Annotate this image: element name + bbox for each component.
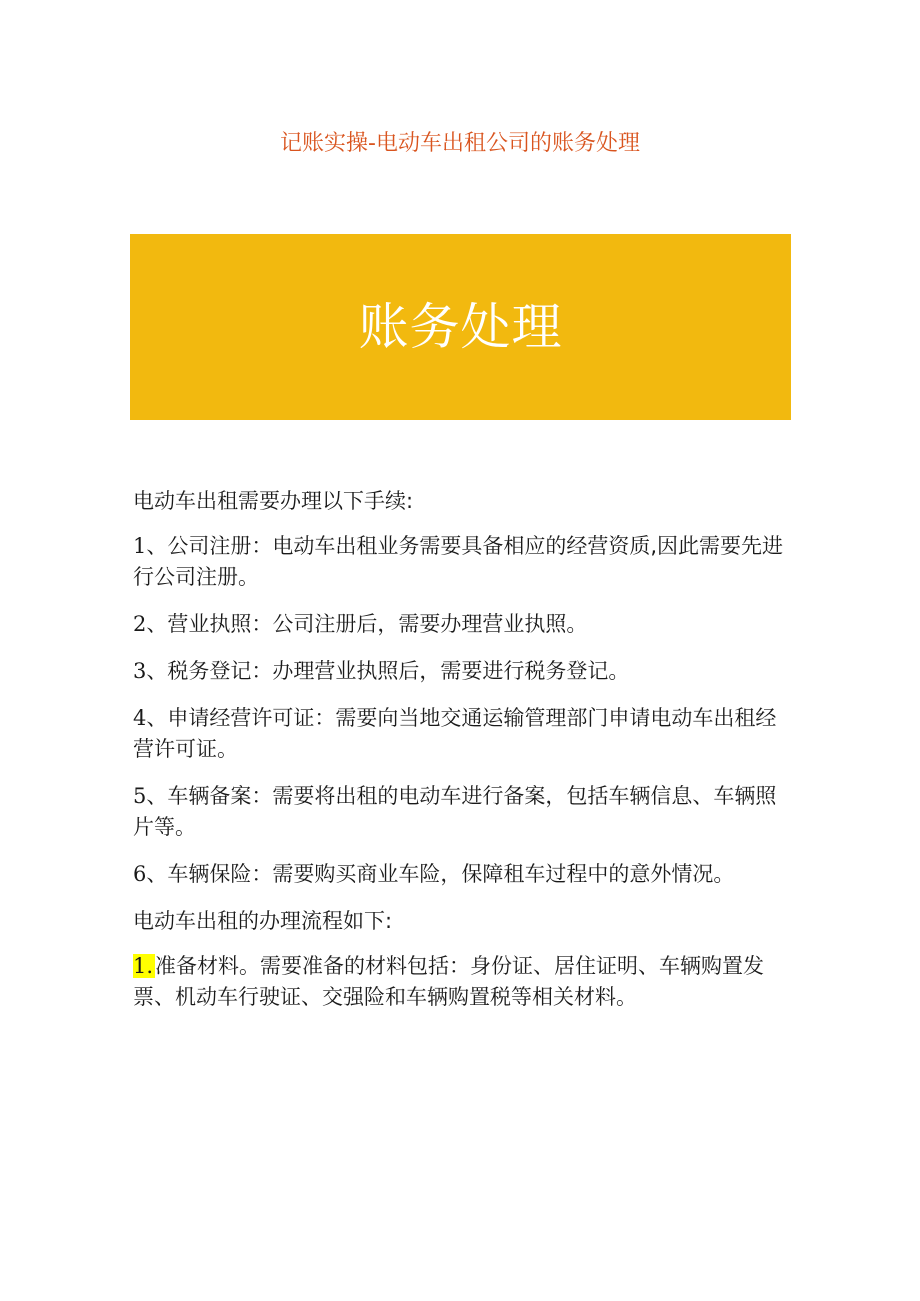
procedure-separator: 、 [146,706,168,730]
procedure-text: 公司注册：电动车出租业务需要具备相应的经营资质,因此需要先进行公司注册。 [133,534,784,589]
procedure-item-4 [133,703,793,765]
procedure-item-3 [133,656,793,687]
procedure-number: 3 [133,659,147,683]
procedure-item-2 [133,609,793,640]
procedure-number: 4 [133,706,147,730]
procedure-number: 6 [133,862,147,886]
procedure-separator: 、 [146,784,168,808]
procedure-separator: 、 [146,862,168,886]
procedure-text: 营业执照：公司注册后，需要办理营业执照。 [167,612,588,636]
flow-step-1 [133,951,793,1013]
flow-step-text: 准备材料。需要准备的材料包括：身份证、居住证明、车辆购置发票、机动车行驶证、交强险和车辆购置税等相关材料。 [133,954,765,1009]
document-body [133,486,793,1029]
procedure-item-5 [133,781,793,843]
procedure-text: 车辆备案：需要将出租的电动车进行备案，包括车辆信息、车辆照片等。 [133,784,777,839]
highlighted-step-number: 1. [133,954,154,978]
procedure-number: 2 [133,612,147,636]
procedure-separator: 、 [146,659,168,683]
document-title: 记账实操-电动车出租公司的账务处理 [280,131,640,156]
flow-intro-paragraph: 电动车出租的办理流程如下: [133,909,393,933]
procedure-text: 税务登记：办理营业执照后，需要进行税务登记。 [167,659,630,683]
procedure-separator: 、 [146,534,168,558]
intro-paragraph: 电动车出租需要办理以下手续: [133,489,414,513]
procedure-item-6 [133,859,793,890]
banner-heading: 账务处理 [358,298,563,356]
procedure-text: 车辆保险：需要购买商业车险，保障租车过程中的意外情况。 [167,862,735,886]
procedure-number: 1 [133,534,147,558]
section-banner [130,234,791,420]
procedure-number: 5 [133,784,147,808]
procedure-text: 申请经营许可证：需要向当地交通运输管理部门申请电动车出租经营许可证。 [133,706,777,761]
procedure-item-1 [133,531,793,593]
procedure-separator: 、 [146,612,168,636]
